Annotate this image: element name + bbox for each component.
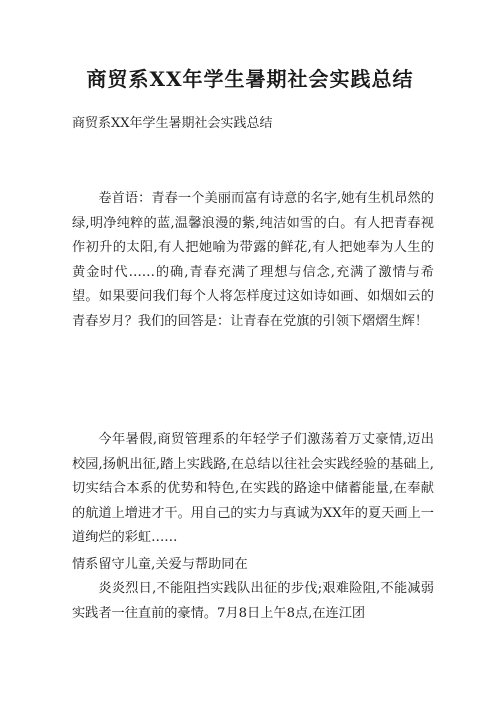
document-title: 商贸系XX年学生暑期社会实践总结 bbox=[86, 67, 414, 91]
paragraph-preface: 卷首语：青春一个美丽而富有诗意的名字,她有生机昂然的绿,明净纯粹的蓝,温馨浪漫的紫,纯洁如雪的白。有人把青春视作初升的太阳,有人把她喻为带露的鲜花,有人把她奉为人生的黄金时代……的确,青春充满了理想与信念,充满了激情与希望。如果要问我们每个人将怎样度过这如诗如画、如烟如云的青春岁月？我们的回答是：让青春在党旗的引领下熠熠生辉！ bbox=[72, 191, 434, 329]
section-heading: 情系留守儿童,关爱与帮助同在 bbox=[72, 557, 248, 572]
document-subtitle: 商贸系XX年学生暑期社会实践总结 bbox=[72, 116, 273, 131]
paragraph-summer-practice: 今年暑假,商贸管理系的年轻学子们激荡着万丈豪情,迈出校园,扬帆出征,踏上实践路,在总结以往社会实践经验的基础上,切实结合本系的优势和特色,在实践的路途中储蓄能量,在奉献的航道上增进才干。用自己的实力与真诚为XX年的夏天画上一道绚烂的彩虹…… bbox=[72, 432, 434, 545]
paragraph-section-body: 炎炎烈日,不能阻挡实践队出征的步伐;艰难险阻,不能减弱实践者一往直前的豪情。7月8日上午8点,在连江团 bbox=[72, 581, 434, 621]
